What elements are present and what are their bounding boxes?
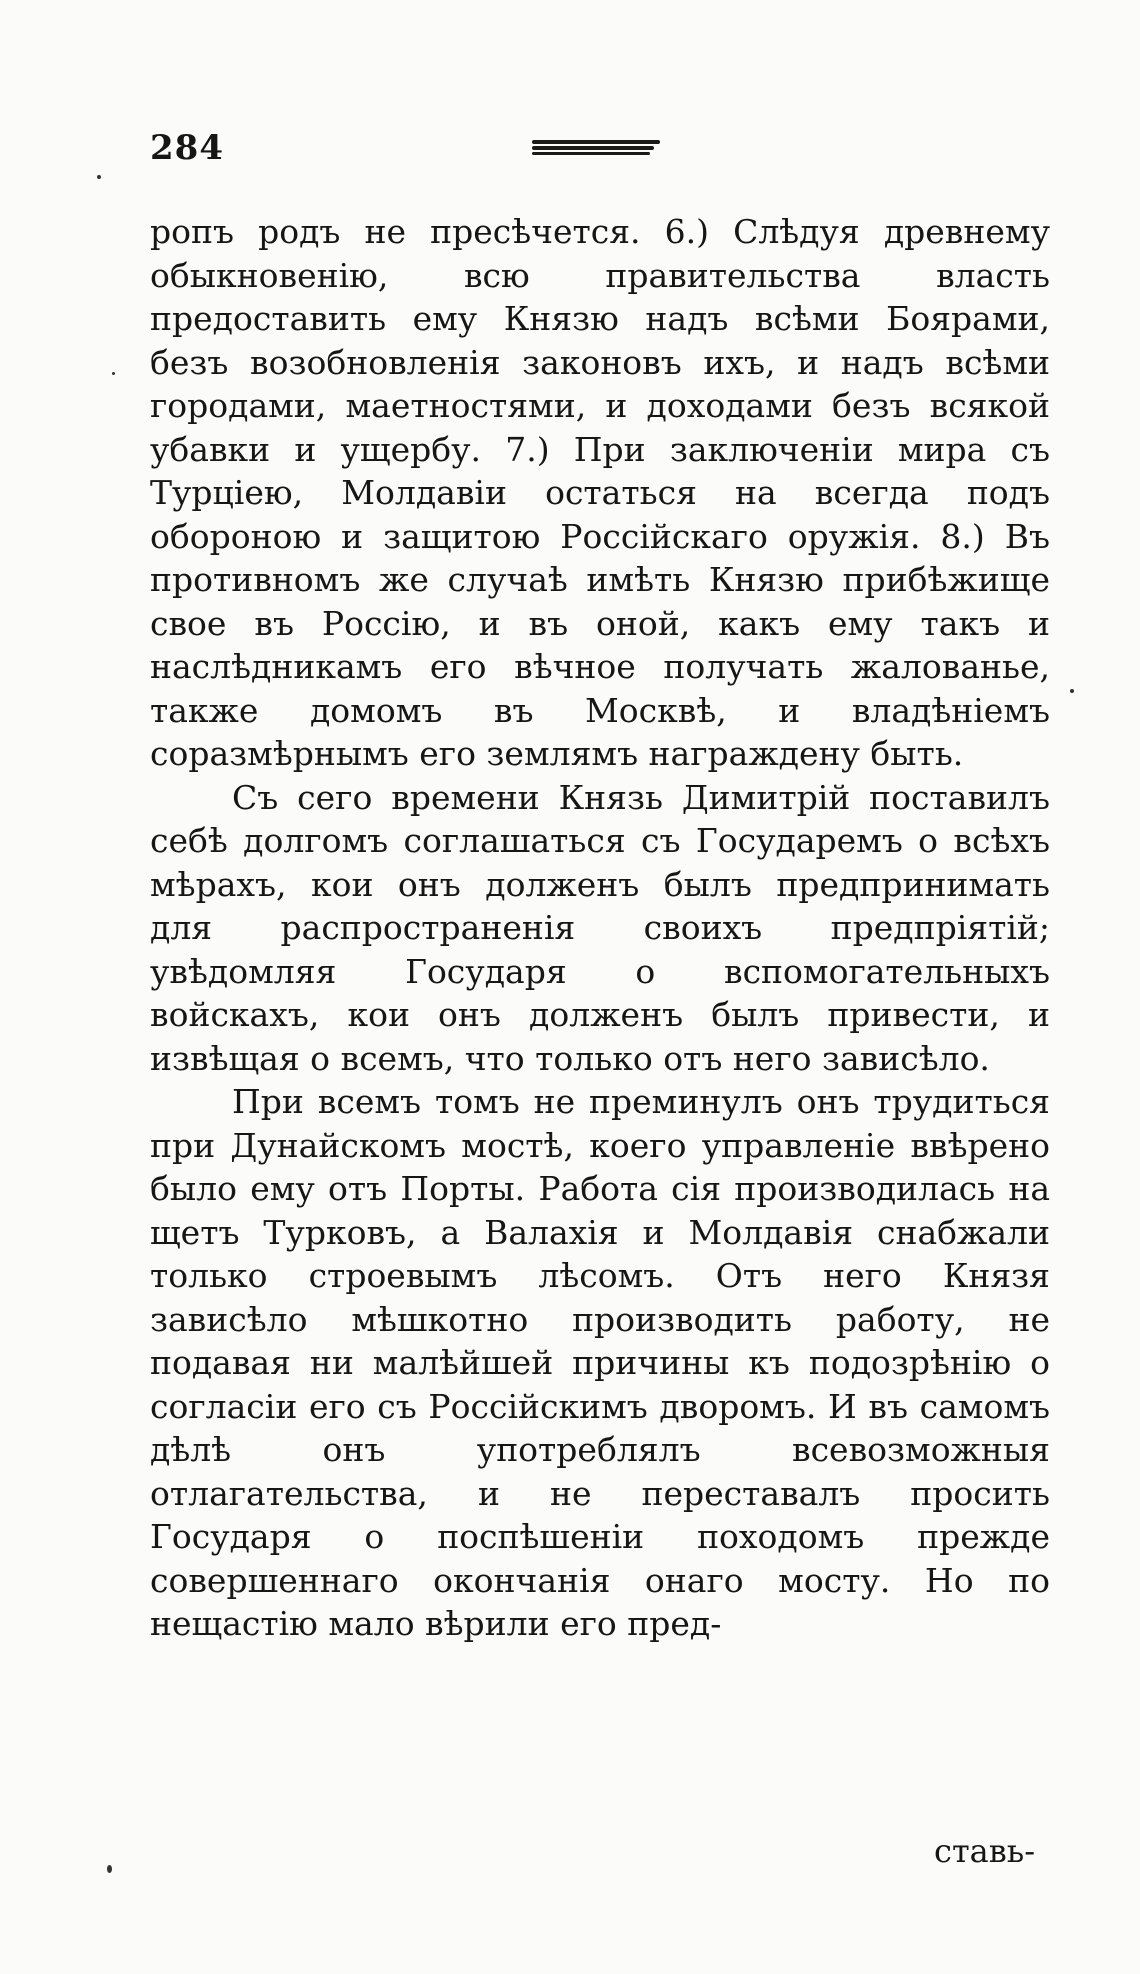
paragraph: При всемъ томъ не преминулъ онъ трудиться при Дунайскомъ мостѣ, коего управленіе ввѣрено было ему отъ Порты. Работа сія производилась на щетъ Турковъ, а Валахія и Молдавія снабжали только строевымъ лѣсомъ. Отъ него Князя зависѣло мѣшкотно производить работу, не подавая ни малѣйшей причины къ подозрѣнію о согласіи его съ Россійскимъ дворомъ. И въ самомъ дѣлѣ онъ употреблялъ всевозможныя отлагательства, и не переставалъ просить Государя о поспѣшеніи походомъ прежде совершеннаго окончанія онаго мосту. Но по нещастію мало вѣрили его пред- bbox=[150, 1082, 1050, 1643]
ink-speck bbox=[1070, 689, 1074, 693]
body-text bbox=[150, 210, 1050, 1646]
ink-speck bbox=[97, 175, 101, 179]
ink-speck bbox=[107, 1865, 112, 1873]
ink-speck bbox=[112, 372, 115, 375]
paragraph: Съ сего времени Князь Димитрій поставилъ себѣ долгомъ соглашаться съ Государемъ о всѣхъ мѣрахъ, кои онъ долженъ былъ предпринимать для распространенія своихъ предпріятій; увѣдомляя Государя о вспомогательныхъ войскахъ, кои онъ долженъ былъ привести, и извѣщая о всемъ, что только отъ него зависѣло. bbox=[150, 777, 1050, 1078]
header-rule bbox=[532, 140, 660, 156]
page-number: 284 bbox=[150, 128, 224, 168]
catchword: ставь- bbox=[934, 1832, 1035, 1870]
paragraph: ропъ родъ не пресѣчется. 6.) Слѣдуя древнему обыкновенію, всю правительства власть предоставить ему Князю надъ всѣми Боярами, безъ возобновленія законовъ ихъ, и надъ всѣми городами, маетностями, и доходами безъ всякой убавки и ущербу. 7.) При заключеніи мира съ Турціею, Молдавіи остаться на всегда подъ обороною и защитою Россійскаго оружія. 8.) Въ противномъ же случаѣ имѣть Князю прибѣжище свое въ Россію, и въ оной, какъ ему такъ и наслѣдникамъ его вѣчное получать жалованье, также домомъ въ Москвѣ, и владѣніемъ соразмѣрнымъ его землямъ награждену быть. bbox=[150, 212, 1050, 773]
